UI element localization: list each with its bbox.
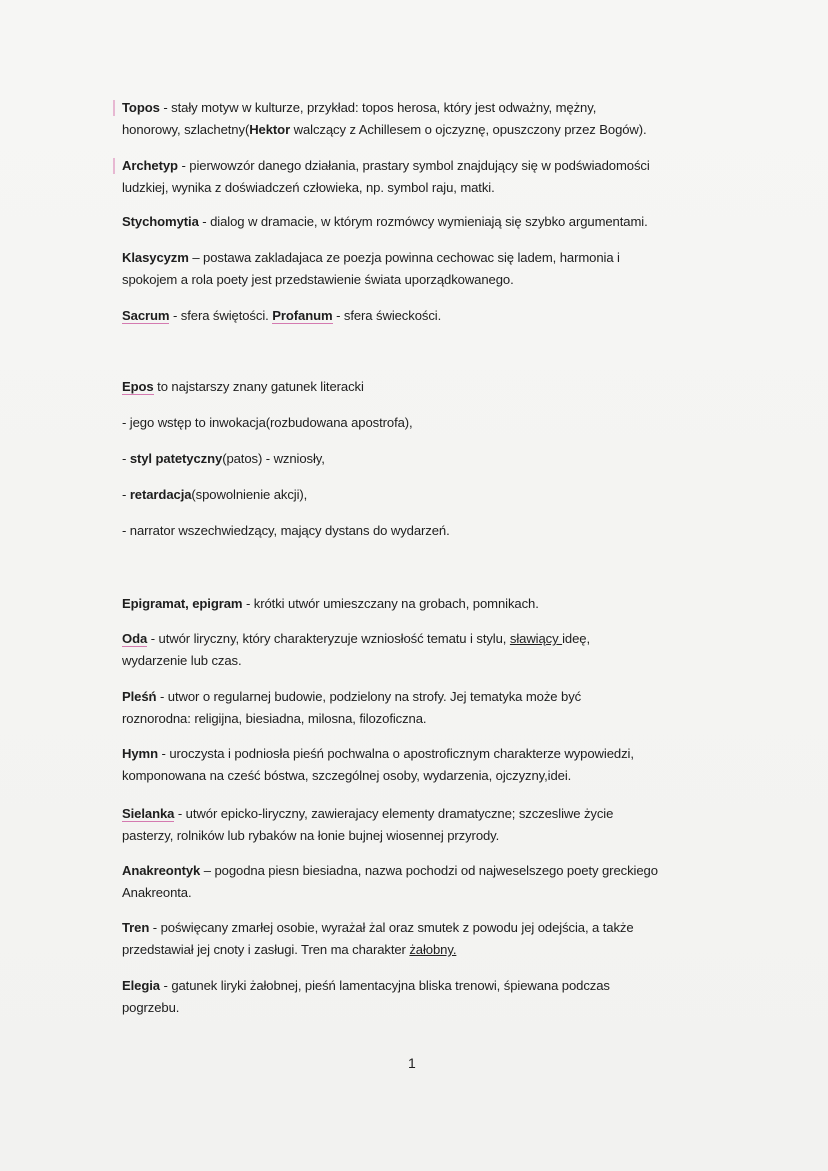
- term-archetyp: Archetyp: [122, 158, 178, 173]
- definition-text: - utwór epicko-liryczny, zawierajacy elementy dramatyczne; szczesliwe życie: [174, 806, 614, 821]
- term-piesn: Pleśń: [122, 689, 157, 704]
- entry-tren-line1: [122, 918, 634, 938]
- list-item-text: -: [122, 487, 130, 502]
- list-item-text: (spowolnienie akcji),: [191, 487, 308, 502]
- definition-text: - dialog w dramacie, w którym rozmówcy wymieniają się szybko argumentami.: [198, 214, 648, 229]
- definition-text: - krótki utwór umieszczany na grobach, pomnikach.: [242, 596, 539, 611]
- entry-topos-line2: [122, 120, 647, 140]
- definition-text: ludzkiej, wynika z doświadczeń człowieka, np. symbol raju, matki.: [122, 180, 495, 195]
- page-number: 1: [408, 1055, 416, 1071]
- term-epigramat: Epigramat, epigram: [122, 596, 243, 611]
- list-item-text: (patos) - wzniosły,: [222, 451, 325, 466]
- term-stychomytia: Stychomytia: [122, 214, 199, 229]
- highlighter-mark: [113, 100, 115, 116]
- definition-text: wydarzenie lub czas.: [122, 653, 242, 668]
- definition-text: Anakreonta.: [122, 885, 192, 900]
- list-item-text: - narrator wszechwiedzący, mający dystans do wydarzeń.: [122, 523, 450, 538]
- entry-piesn-line1: [122, 687, 581, 707]
- term-tren: Tren: [122, 920, 150, 935]
- list-item-text: - jego wstęp to inwokacja(rozbudowana apostrofa),: [122, 415, 413, 430]
- definition-text: – postawa zakladajaca ze poezja powinna cechowac się ladem, harmonia i: [188, 250, 620, 265]
- entry-epos: [122, 377, 364, 397]
- entry-klasycyzm-line1: [122, 248, 620, 268]
- entry-oda-line1: [122, 629, 590, 649]
- definition-text: – pogodna piesn biesiadna, nazwa pochodzi od najweselszego poety greckiego: [200, 863, 658, 878]
- definition-text: roznorodna: religijna, biesiadna, milosna, filozoficzna.: [122, 711, 427, 726]
- definition-text: - pierwowzór danego działania, prastary symbol znajdujący się w podświadomości: [177, 158, 650, 173]
- epos-list-item: [122, 413, 413, 433]
- term-oda: Oda: [122, 631, 148, 646]
- underlined-text: sławiący: [509, 631, 563, 646]
- definition-text: - stały motyw w kulturze, przykład: topos herosa, który jest odważny, mężny,: [159, 100, 597, 115]
- term-hymn: Hymn: [122, 746, 158, 761]
- entry-archetyp-line2: [122, 178, 495, 198]
- definition-text: ideę,: [562, 631, 590, 646]
- term-topos: Topos: [122, 100, 160, 115]
- entry-hymn-line1: [122, 744, 634, 764]
- definition-text: - gatunek liryki żałobnej, pieśń lamentacyjna bliska trenowi, śpiewana podczas: [159, 978, 610, 993]
- definition-text: walczący z Achillesem o ojczyznę, opuszczony przez Bogów).: [290, 122, 647, 137]
- entry-stychomytia: [122, 212, 648, 232]
- definition-text: - sfera świeckości.: [332, 308, 442, 323]
- definition-text: pogrzebu.: [122, 1000, 180, 1015]
- entry-piesn-line2: [122, 709, 426, 729]
- definition-text: honorowy, szlachetny(: [122, 122, 250, 137]
- entry-epigramat: [122, 594, 539, 614]
- entry-sacrum-profanum: [122, 306, 441, 326]
- entry-elegia-line1: [122, 976, 610, 996]
- list-item-text: -: [122, 451, 130, 466]
- definition-text: - sfera świętości.: [169, 308, 273, 323]
- entry-topos-line1: [122, 98, 596, 118]
- definition-text: przedstawiał jej cnoty i zasługi. Tren ma charakter: [122, 942, 410, 957]
- term-sacrum: Sacrum: [122, 308, 170, 323]
- bold-term: styl patetyczny: [129, 451, 223, 466]
- entry-anakreontyk-line1: [122, 861, 658, 881]
- definition-text: - poświęcany zmarłej osobie, wyrażał żal oraz smutek z powodu jej odejścia, a także: [149, 920, 634, 935]
- entry-elegia-line2: [122, 998, 179, 1018]
- entry-hymn-line2: [122, 766, 571, 786]
- definition-text: - utwor o regularnej budowie, podzielony na strofy. Jej tematyka może być: [156, 689, 582, 704]
- term-epos: Epos: [122, 379, 154, 394]
- entry-klasycyzm-line2: [122, 270, 514, 290]
- term-elegia: Elegia: [122, 978, 160, 993]
- term-klasycyzm: Klasycyzm: [122, 250, 189, 265]
- entry-sielanka-line1: [122, 804, 613, 824]
- entry-tren-line2: [122, 940, 456, 960]
- definition-text: spokojem a rola poety jest przedstawienie świata uporządkowanego.: [122, 272, 514, 287]
- epos-list-item: [122, 485, 307, 505]
- definition-text: komponowana na cześć bóstwa, szczególnej osoby, wydarzenia, ojczyzny,idei.: [122, 768, 572, 783]
- term-anakreontyk: Anakreontyk: [122, 863, 201, 878]
- term-profanum: Profanum: [272, 308, 333, 323]
- definition-text: - utwór liryczny, który charakteryzuje wzniosłość tematu i stylu,: [147, 631, 510, 646]
- definition-text: pasterzy, rolników lub rybaków na łonie bujnej wiosennej przyrody.: [122, 828, 500, 843]
- underlined-text: żałobny.: [409, 942, 457, 957]
- entry-sielanka-line2: [122, 826, 499, 846]
- definition-text: - uroczysta i podniosła pieśń pochwalna o apostroficznym charakterze wypowiedzi,: [157, 746, 634, 761]
- definition-text: to najstarszy znany gatunek literacki: [153, 379, 364, 394]
- bold-name: Hektor: [249, 122, 291, 137]
- epos-list-item: [122, 449, 325, 469]
- epos-list-item: [122, 521, 450, 541]
- bold-term: retardacja: [129, 487, 192, 502]
- entry-anakreontyk-line2: [122, 883, 192, 903]
- entry-archetyp-line1: [122, 156, 650, 176]
- term-sielanka: Sielanka: [122, 806, 175, 821]
- highlighter-mark: [113, 158, 115, 174]
- entry-oda-line2: [122, 651, 242, 671]
